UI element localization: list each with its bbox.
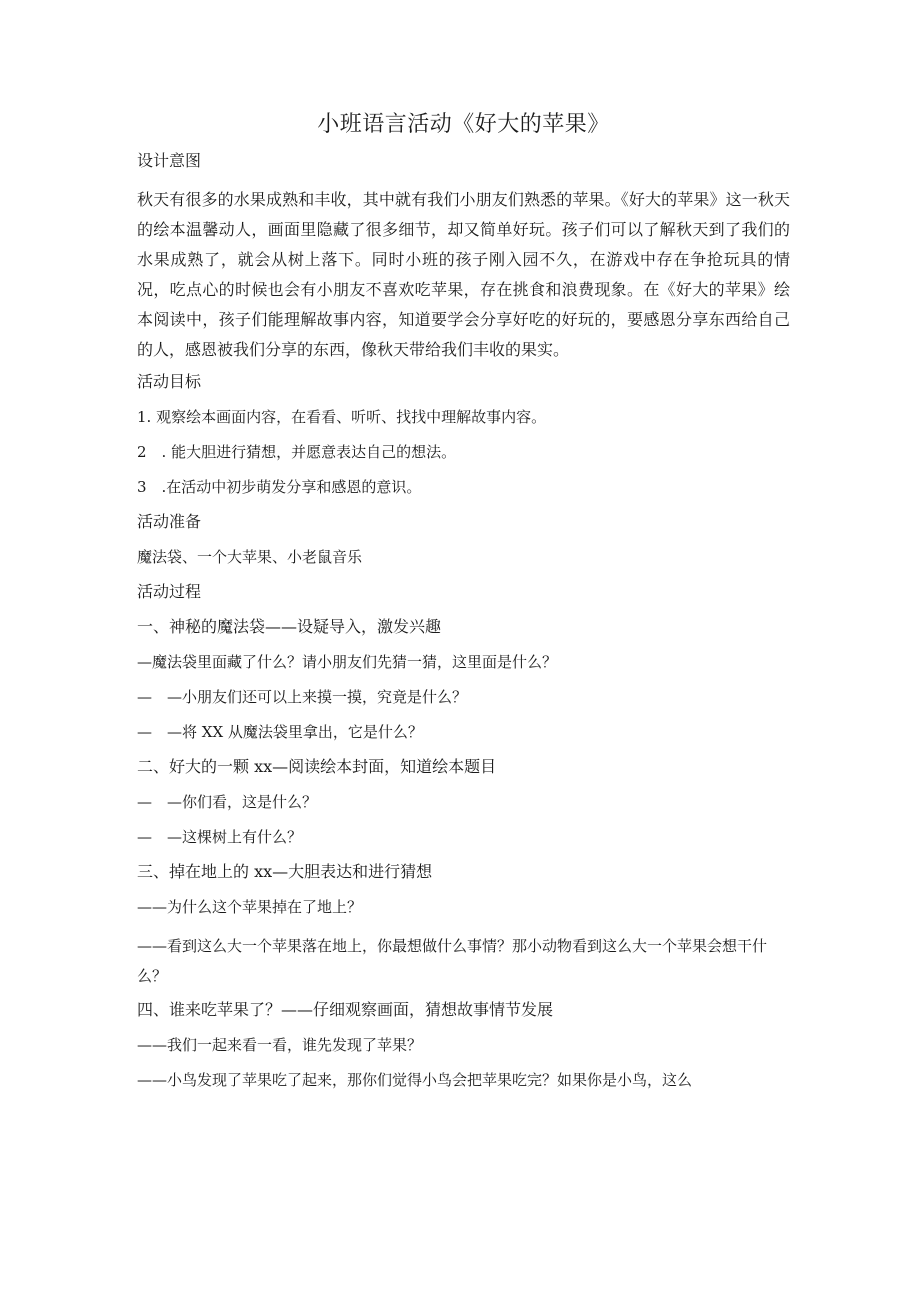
- process-heading: 活动过程: [137, 582, 202, 601]
- goals-heading: 活动目标: [137, 372, 202, 391]
- design-heading: 设计意图: [137, 151, 202, 170]
- step2-heading: 二、好大的一颗 xx—阅读绘本封面，知道绘本题目: [137, 757, 497, 776]
- document-title: 小班语言活动《好大的苹果》: [317, 112, 610, 137]
- step2-line-2: — —这棵树上有什么？: [137, 828, 303, 846]
- design-body: 秋天有很多的水果成熟和丰收，其中就有我们小朋友们熟悉的苹果。《好大的苹果》这一秋天的绘本温馨动人，画面里隐藏了很多细节，却又简单好玩。孩子们可以了解秋天到了我们的水果成熟了，就会从树上落下。同时小班的孩子刚入园不久，在游戏中存在争抢玩具的情况，吃点心的时候也会有小朋友不喜欢吃苹果，存在挑食和浪费现象。在《好大的苹果》绘本阅读中，孩子们能理解故事内容，知道要学会分享好吃的好玩的，要感恩分享东西给自己的人，感恩被我们分享的东西，像秋天带给我们丰收的果实。: [137, 190, 790, 359]
- goal-item-3: 3 .在活动中初步萌发分享和感恩的意识。: [137, 478, 422, 496]
- step2-line-1: — —你们看，这是什么？: [137, 793, 318, 811]
- step1-line-3: — —将 XX 从魔法袋里拿出，它是什么？: [137, 723, 423, 741]
- step4-line-1: ——我们一起来看一看，谁先发现了苹果？: [137, 1036, 423, 1054]
- step1-line-2: — —小朋友们还可以上来摸一摸，究竟是什么？: [137, 688, 468, 706]
- prep-heading: 活动准备: [137, 512, 202, 531]
- step4-heading: 四、谁来吃苹果了？——仔细观察画面，猜想故事情节发展: [137, 1000, 554, 1019]
- step3-line-2: ——看到这么大一个苹果落在地上，你最想做什么事情？那小动物看到这么大一个苹果会想干什么？: [137, 937, 768, 985]
- prep-body: 魔法袋、一个大苹果、小老鼠音乐: [137, 548, 363, 566]
- step1-line-1: —魔法袋里面藏了什么？请小朋友们先猜一猜，这里面是什么？: [137, 653, 558, 671]
- goal-item-2: 2 . 能大胆进行猜想，并愿意表达自己的想法。: [137, 443, 457, 461]
- step3-heading: 三、掉在地上的 xx—大胆表达和进行猜想: [137, 862, 433, 881]
- step4-line-2: ——小鸟发现了苹果吃了起来，那你们觉得小鸟会把苹果吃完？如果你是小鸟，这么: [137, 1071, 693, 1089]
- goal-item-1: 1. 观察绘本画面内容，在看看、听听、找找中理解故事内容。: [137, 408, 547, 426]
- step1-heading: 一、神秘的魔法袋——设疑导入，激发兴趣: [137, 617, 442, 636]
- step3-line-1: ——为什么这个苹果掉在了地上？: [137, 898, 363, 916]
- document-page: [137, 110, 790, 1104]
